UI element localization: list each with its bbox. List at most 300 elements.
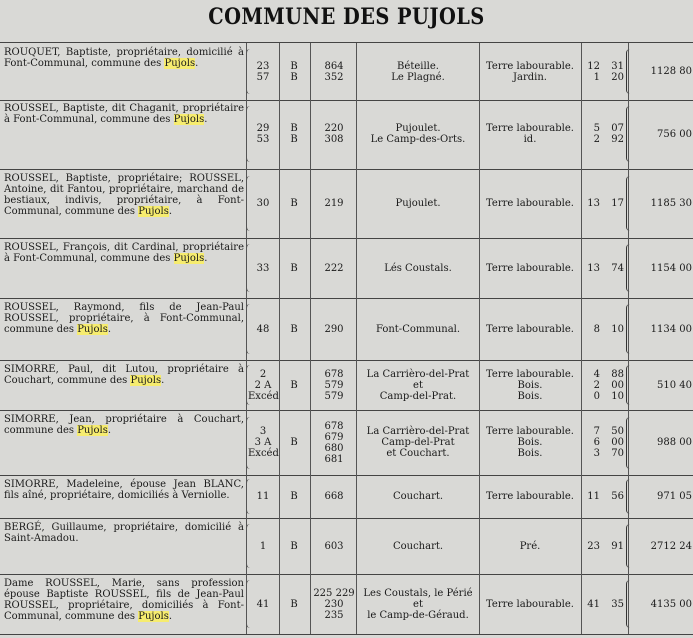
valuation xyxy=(632,298,693,360)
locality-line: Le Plagné. xyxy=(391,71,445,83)
locality-line: Couchart. xyxy=(392,491,444,502)
plan-number xyxy=(248,169,278,238)
plot-number-line: 290 xyxy=(324,323,344,335)
land-nature-stack xyxy=(480,518,580,574)
land-nature-line: Jardin. xyxy=(513,71,547,83)
owner-text xyxy=(4,475,244,522)
plan-number-stack xyxy=(248,518,278,574)
locality xyxy=(358,169,478,238)
section-letter-stack xyxy=(280,410,308,475)
section-letter xyxy=(280,43,308,100)
column-divider xyxy=(310,360,311,410)
section-letter-stack xyxy=(280,518,308,574)
owner-text xyxy=(4,518,244,578)
area-ares xyxy=(602,410,624,475)
valuation-stack xyxy=(632,298,692,360)
locality xyxy=(358,518,478,574)
land-nature-line: Terre labourable. xyxy=(486,323,574,335)
column-divider xyxy=(628,298,629,360)
column-divider xyxy=(356,298,357,360)
valuation-amount: 756 00 xyxy=(657,128,692,140)
area-ares-stack xyxy=(602,475,624,518)
column-divider xyxy=(356,475,357,518)
plan-number-line: 1 xyxy=(259,540,267,552)
column-divider xyxy=(581,43,582,100)
column-divider xyxy=(279,238,280,298)
owner-segment: . xyxy=(195,58,199,69)
section-letter-stack xyxy=(280,238,308,298)
table-row xyxy=(0,238,693,299)
plot-number-line: 225 229 xyxy=(313,587,355,599)
owner-segment: SIMORRE, Madeleine, épouse Jean BLANC, fils aîné, propriétaire, domiciliés à Verniolle. xyxy=(4,479,244,501)
section-letter-stack xyxy=(280,169,308,238)
land-nature-stack xyxy=(480,99,580,169)
valuation-amount: 1128 80 xyxy=(650,66,692,77)
area-hectares-stack xyxy=(584,518,600,574)
valuation xyxy=(632,475,693,518)
table-row xyxy=(0,298,693,361)
column-divider xyxy=(246,410,247,475)
owner-segment: SIMORRE, Jean, propriétaire à Couchart, commune des xyxy=(4,414,244,436)
plot-number xyxy=(312,574,356,634)
plan-number-stack xyxy=(248,43,278,100)
column-divider xyxy=(279,518,280,574)
valuation-stack xyxy=(632,43,692,100)
land-nature xyxy=(480,238,580,298)
plot-number-stack xyxy=(312,43,356,100)
plan-number-line: 2 A xyxy=(254,379,272,391)
section-letter-stack xyxy=(280,99,308,169)
section-letter-stack xyxy=(280,298,308,360)
column-divider xyxy=(246,360,247,410)
plan-number xyxy=(248,43,278,100)
plan-number-stack xyxy=(248,298,278,360)
locality-stack xyxy=(358,518,478,574)
area-ares xyxy=(602,99,624,169)
valuation xyxy=(632,360,693,410)
area-ares xyxy=(602,475,624,518)
owner-text xyxy=(4,410,244,479)
locality-line: La Carrièro-del-Prat xyxy=(366,368,470,380)
area-hectares-stack xyxy=(584,43,600,100)
land-nature-line: Terre labourable. xyxy=(486,60,574,72)
table-row xyxy=(0,518,693,575)
column-divider xyxy=(581,475,582,518)
section-letter-line: B xyxy=(290,198,298,209)
column-divider xyxy=(310,169,311,238)
land-nature xyxy=(480,518,580,574)
table-row xyxy=(0,42,693,101)
column-divider xyxy=(246,574,247,634)
plan-number-stack xyxy=(248,169,278,238)
area-ares-stack xyxy=(602,574,624,634)
column-divider xyxy=(310,43,311,100)
column-divider xyxy=(356,238,357,298)
plot-number-stack xyxy=(312,99,356,169)
plan-number-line: 33 xyxy=(256,262,270,274)
column-divider xyxy=(628,574,629,634)
locality xyxy=(358,574,478,634)
plot-number-line: 603 xyxy=(324,540,344,552)
area-hectares xyxy=(584,298,600,360)
area-ares-stack xyxy=(602,43,624,100)
column-divider xyxy=(628,169,629,238)
valuation xyxy=(632,410,693,475)
column-divider xyxy=(246,99,247,169)
area-hectares xyxy=(584,43,600,100)
locality-line: Le Camp-des-Orts. xyxy=(370,134,466,145)
plot-number xyxy=(312,43,356,100)
plan-number-line: 30 xyxy=(256,198,270,209)
column-divider xyxy=(356,99,357,169)
area-ares xyxy=(602,574,624,634)
column-divider xyxy=(628,410,629,475)
area-ares-line: 50 xyxy=(611,426,624,437)
plan-number xyxy=(248,238,278,298)
land-nature-line: Terre labourable. xyxy=(486,426,574,437)
locality-line: Camp-del-Prat. xyxy=(379,390,457,402)
land-nature-stack xyxy=(480,360,580,410)
plan-number xyxy=(248,410,278,475)
locality-line: Camp-del-Prat xyxy=(381,437,455,448)
valuation-amount: 2712 24 xyxy=(650,540,692,552)
column-divider xyxy=(628,238,629,298)
area-ares xyxy=(602,360,624,410)
valuation-stack xyxy=(632,360,692,410)
valuation-amount: 988 00 xyxy=(657,437,692,448)
land-nature-line: Terre labourable. xyxy=(486,262,574,274)
column-divider xyxy=(479,410,480,475)
area-hectares-line: 23 xyxy=(587,540,600,552)
column-divider xyxy=(628,43,629,100)
table-row xyxy=(0,475,693,519)
area-ares xyxy=(602,238,624,298)
land-nature-line: Terre labourable. xyxy=(486,198,574,209)
plot-number-line: 230 xyxy=(324,598,344,610)
highlighted-term: Pujols xyxy=(77,425,108,436)
owner-segment: ROUSSEL, Baptiste, dit Chaganit, propriétaire à Font-Communal, commune des xyxy=(4,103,244,125)
section-letter xyxy=(280,360,308,410)
land-nature-line: Pré. xyxy=(519,540,541,552)
section-letter-stack xyxy=(280,475,308,518)
valuation-stack xyxy=(632,518,692,574)
table-row xyxy=(0,99,693,170)
owner-segment: . xyxy=(168,611,173,622)
plan-number-line: 48 xyxy=(256,323,270,335)
area-ares xyxy=(602,43,624,100)
plot-number-line: 678 xyxy=(324,420,344,432)
area-hectares-line: 7 xyxy=(593,426,600,437)
land-nature-stack xyxy=(480,43,580,100)
area-ares-line: 74 xyxy=(611,262,624,274)
area-ares-line: 31 xyxy=(611,60,624,72)
page-title: COMMUNE DES PUJOLS xyxy=(208,4,485,30)
section-letter xyxy=(280,169,308,238)
locality-line: Lés Coustals. xyxy=(384,262,452,274)
column-divider xyxy=(581,410,582,475)
area-ares-stack xyxy=(602,238,624,298)
section-letter-line: B xyxy=(290,134,298,145)
locality-stack xyxy=(358,238,478,298)
plot-number-line: 308 xyxy=(324,134,344,145)
section-letter-stack xyxy=(280,360,308,410)
plan-number-line: Excéd xyxy=(248,448,279,459)
area-ares-line: 70 xyxy=(611,448,624,459)
owner-segment: . xyxy=(161,375,165,386)
plan-number-line: 53 xyxy=(256,134,270,145)
area-hectares-line: 2 xyxy=(593,379,600,391)
locality-stack xyxy=(358,169,478,238)
area-hectares xyxy=(584,475,600,518)
column-divider xyxy=(356,169,357,238)
plot-number-stack xyxy=(312,410,356,475)
column-divider xyxy=(479,518,480,574)
locality-stack xyxy=(358,475,478,518)
section-letter xyxy=(280,238,308,298)
section-letter xyxy=(280,99,308,169)
area-ares-line: 07 xyxy=(611,123,624,134)
plan-number-stack xyxy=(248,360,278,410)
plan-number xyxy=(248,298,278,360)
area-ares-line: 00 xyxy=(611,379,624,391)
plot-number-stack xyxy=(312,169,356,238)
valuation xyxy=(632,169,693,238)
land-register-table xyxy=(0,42,693,634)
area-hectares-stack xyxy=(584,238,600,298)
area-ares-line: 91 xyxy=(611,540,624,552)
valuation-stack xyxy=(632,475,692,518)
column-divider xyxy=(581,238,582,298)
column-divider xyxy=(279,475,280,518)
land-nature-line: Terre labourable. xyxy=(486,598,574,610)
plan-number-line: 11 xyxy=(256,491,270,502)
valuation-stack xyxy=(632,410,692,475)
owner-segment: . xyxy=(204,253,208,264)
land-nature-stack xyxy=(480,410,580,475)
area-hectares-stack xyxy=(584,169,600,238)
plot-number-stack xyxy=(312,518,356,574)
column-divider xyxy=(279,298,280,360)
column-divider xyxy=(310,574,311,634)
plan-number-stack xyxy=(248,99,278,169)
locality-line: Font-Communal. xyxy=(375,323,461,335)
plot-number xyxy=(312,518,356,574)
locality-stack xyxy=(358,298,478,360)
column-divider xyxy=(279,99,280,169)
owner-segment: ROUQUET, Baptiste, propriétaire, domicilié à Font-Communal, commune des xyxy=(4,47,244,69)
land-nature xyxy=(480,298,580,360)
land-nature-line: id. xyxy=(523,134,537,145)
locality-stack xyxy=(358,360,478,410)
section-letter-line: B xyxy=(290,60,298,72)
area-ares-line: 20 xyxy=(611,71,624,83)
column-divider xyxy=(628,360,629,410)
plot-number xyxy=(312,410,356,475)
column-divider xyxy=(581,360,582,410)
highlighted-term: Pujols xyxy=(164,58,196,69)
area-hectares-line: 11 xyxy=(587,491,600,502)
plot-number-line: 681 xyxy=(324,453,344,465)
owner-text xyxy=(4,298,244,364)
section-letter-line: B xyxy=(290,491,298,502)
plan-number xyxy=(248,99,278,169)
highlighted-term: Pujols xyxy=(77,324,108,335)
owner-segment: . xyxy=(107,324,112,335)
owner-segment: SIMORRE, Paul, dit Lutou, propriétaire à Couchart, commune des xyxy=(4,364,244,386)
column-divider xyxy=(279,43,280,100)
section-letter xyxy=(280,574,308,634)
column-divider xyxy=(310,238,311,298)
owner-text xyxy=(4,238,244,302)
land-nature-line: Bois. xyxy=(517,437,543,448)
valuation-stack xyxy=(632,574,692,634)
plot-number-stack xyxy=(312,574,356,634)
column-divider xyxy=(628,475,629,518)
area-ares-stack xyxy=(602,410,624,475)
column-divider xyxy=(246,518,247,574)
land-nature-stack xyxy=(480,169,580,238)
plot-number-line: 579 xyxy=(324,390,344,402)
plan-number xyxy=(248,360,278,410)
section-letter-line: B xyxy=(290,437,298,448)
locality-line: et Couchart. xyxy=(386,448,450,459)
land-nature-stack xyxy=(480,574,580,634)
plot-number-line: 220 xyxy=(324,123,344,134)
area-hectares xyxy=(584,169,600,238)
area-ares xyxy=(602,169,624,238)
area-ares-stack xyxy=(602,298,624,360)
plot-number-line: 668 xyxy=(324,491,344,502)
plan-number-line: 2 xyxy=(259,368,267,380)
owner-text xyxy=(4,574,244,638)
area-hectares-line: 6 xyxy=(593,437,600,448)
column-divider xyxy=(246,298,247,360)
section-letter xyxy=(280,410,308,475)
land-nature-stack xyxy=(480,475,580,518)
column-divider xyxy=(279,360,280,410)
highlighted-term: Pujols xyxy=(173,114,205,125)
plan-number-line: 3 xyxy=(259,426,267,437)
valuation-amount: 971 05 xyxy=(657,491,692,502)
plan-number-line: Excéd xyxy=(248,390,279,402)
land-nature xyxy=(480,360,580,410)
locality-line: Pujoulet. xyxy=(395,123,441,134)
land-nature xyxy=(480,99,580,169)
area-ares-stack xyxy=(602,99,624,169)
area-hectares xyxy=(584,574,600,634)
area-hectares-stack xyxy=(584,298,600,360)
area-hectares-stack xyxy=(584,99,600,169)
plan-number-stack xyxy=(248,410,278,475)
column-divider xyxy=(581,298,582,360)
locality-line: le Camp-de-Géraud. xyxy=(367,609,469,621)
land-nature-line: Terre labourable. xyxy=(486,491,574,502)
column-divider xyxy=(246,475,247,518)
owner-segment: . xyxy=(168,206,173,217)
column-divider xyxy=(356,360,357,410)
owner-segment: . xyxy=(107,425,112,436)
column-divider xyxy=(628,99,629,169)
plot-number-line: 352 xyxy=(324,71,344,83)
column-divider xyxy=(279,410,280,475)
section-letter xyxy=(280,298,308,360)
locality xyxy=(358,475,478,518)
land-nature xyxy=(480,475,580,518)
plan-number-line: 3 A xyxy=(254,437,272,448)
plan-number-line: 41 xyxy=(256,598,270,610)
area-ares-line: 17 xyxy=(611,198,624,209)
column-divider xyxy=(310,99,311,169)
section-letter-line: B xyxy=(290,262,298,274)
locality-line: Couchart. xyxy=(392,540,444,552)
locality xyxy=(358,410,478,475)
locality-line: La Carrièro-del-Prat xyxy=(366,426,470,437)
column-divider xyxy=(246,238,247,298)
valuation xyxy=(632,518,693,574)
plot-number xyxy=(312,238,356,298)
area-ares-stack xyxy=(602,518,624,574)
owner-segment: . xyxy=(204,114,208,125)
column-divider xyxy=(279,574,280,634)
section-letter-stack xyxy=(280,43,308,100)
area-ares-line: 35 xyxy=(611,598,624,610)
owner-text xyxy=(4,360,244,414)
area-hectares-line: 1 xyxy=(593,71,600,83)
highlighted-term: Pujols xyxy=(138,611,169,622)
land-nature-line: Terre labourable. xyxy=(486,368,574,380)
column-divider xyxy=(479,99,480,169)
locality-line: Béteille. xyxy=(397,60,439,72)
land-nature xyxy=(480,574,580,634)
area-hectares-stack xyxy=(584,410,600,475)
column-divider xyxy=(479,43,480,100)
area-hectares xyxy=(584,360,600,410)
owner-segment: ROUSSEL, Baptiste, propriétaire; ROUSSEL, Antoine, dit Fantou, propriétaire, marchand de bestiaux, indivis, propriétaire, à Font-Communal, commune des xyxy=(4,173,244,217)
column-divider xyxy=(246,169,247,238)
area-hectares-line: 0 xyxy=(593,390,600,402)
highlighted-term: Pujols xyxy=(173,253,205,264)
section-letter-line: B xyxy=(290,71,298,83)
area-ares-line: 10 xyxy=(611,323,624,335)
valuation-stack xyxy=(632,169,692,238)
column-divider xyxy=(356,518,357,574)
column-divider xyxy=(628,518,629,574)
column-divider xyxy=(310,298,311,360)
area-ares-line: 10 xyxy=(611,390,624,402)
locality-line: Les Coustals, le Périé xyxy=(363,587,473,599)
plot-number xyxy=(312,99,356,169)
area-hectares-line: 3 xyxy=(593,448,600,459)
valuation-amount: 4135 00 xyxy=(650,598,692,610)
section-letter-line: B xyxy=(290,540,298,552)
plot-number-stack xyxy=(312,475,356,518)
column-divider xyxy=(310,410,311,475)
plot-number-stack xyxy=(312,298,356,360)
column-divider xyxy=(479,169,480,238)
plan-number-stack xyxy=(248,475,278,518)
land-nature-stack xyxy=(480,298,580,360)
plot-number xyxy=(312,298,356,360)
table-row xyxy=(0,169,693,239)
table-row xyxy=(0,574,693,635)
land-nature-line: Bois. xyxy=(517,390,543,402)
locality-line: Pujoulet. xyxy=(395,198,441,209)
area-hectares-line: 8 xyxy=(593,323,600,335)
area-hectares xyxy=(584,518,600,574)
area-hectares-line: 12 xyxy=(587,60,600,72)
locality-stack xyxy=(358,574,478,634)
area-hectares-line: 5 xyxy=(593,123,600,134)
